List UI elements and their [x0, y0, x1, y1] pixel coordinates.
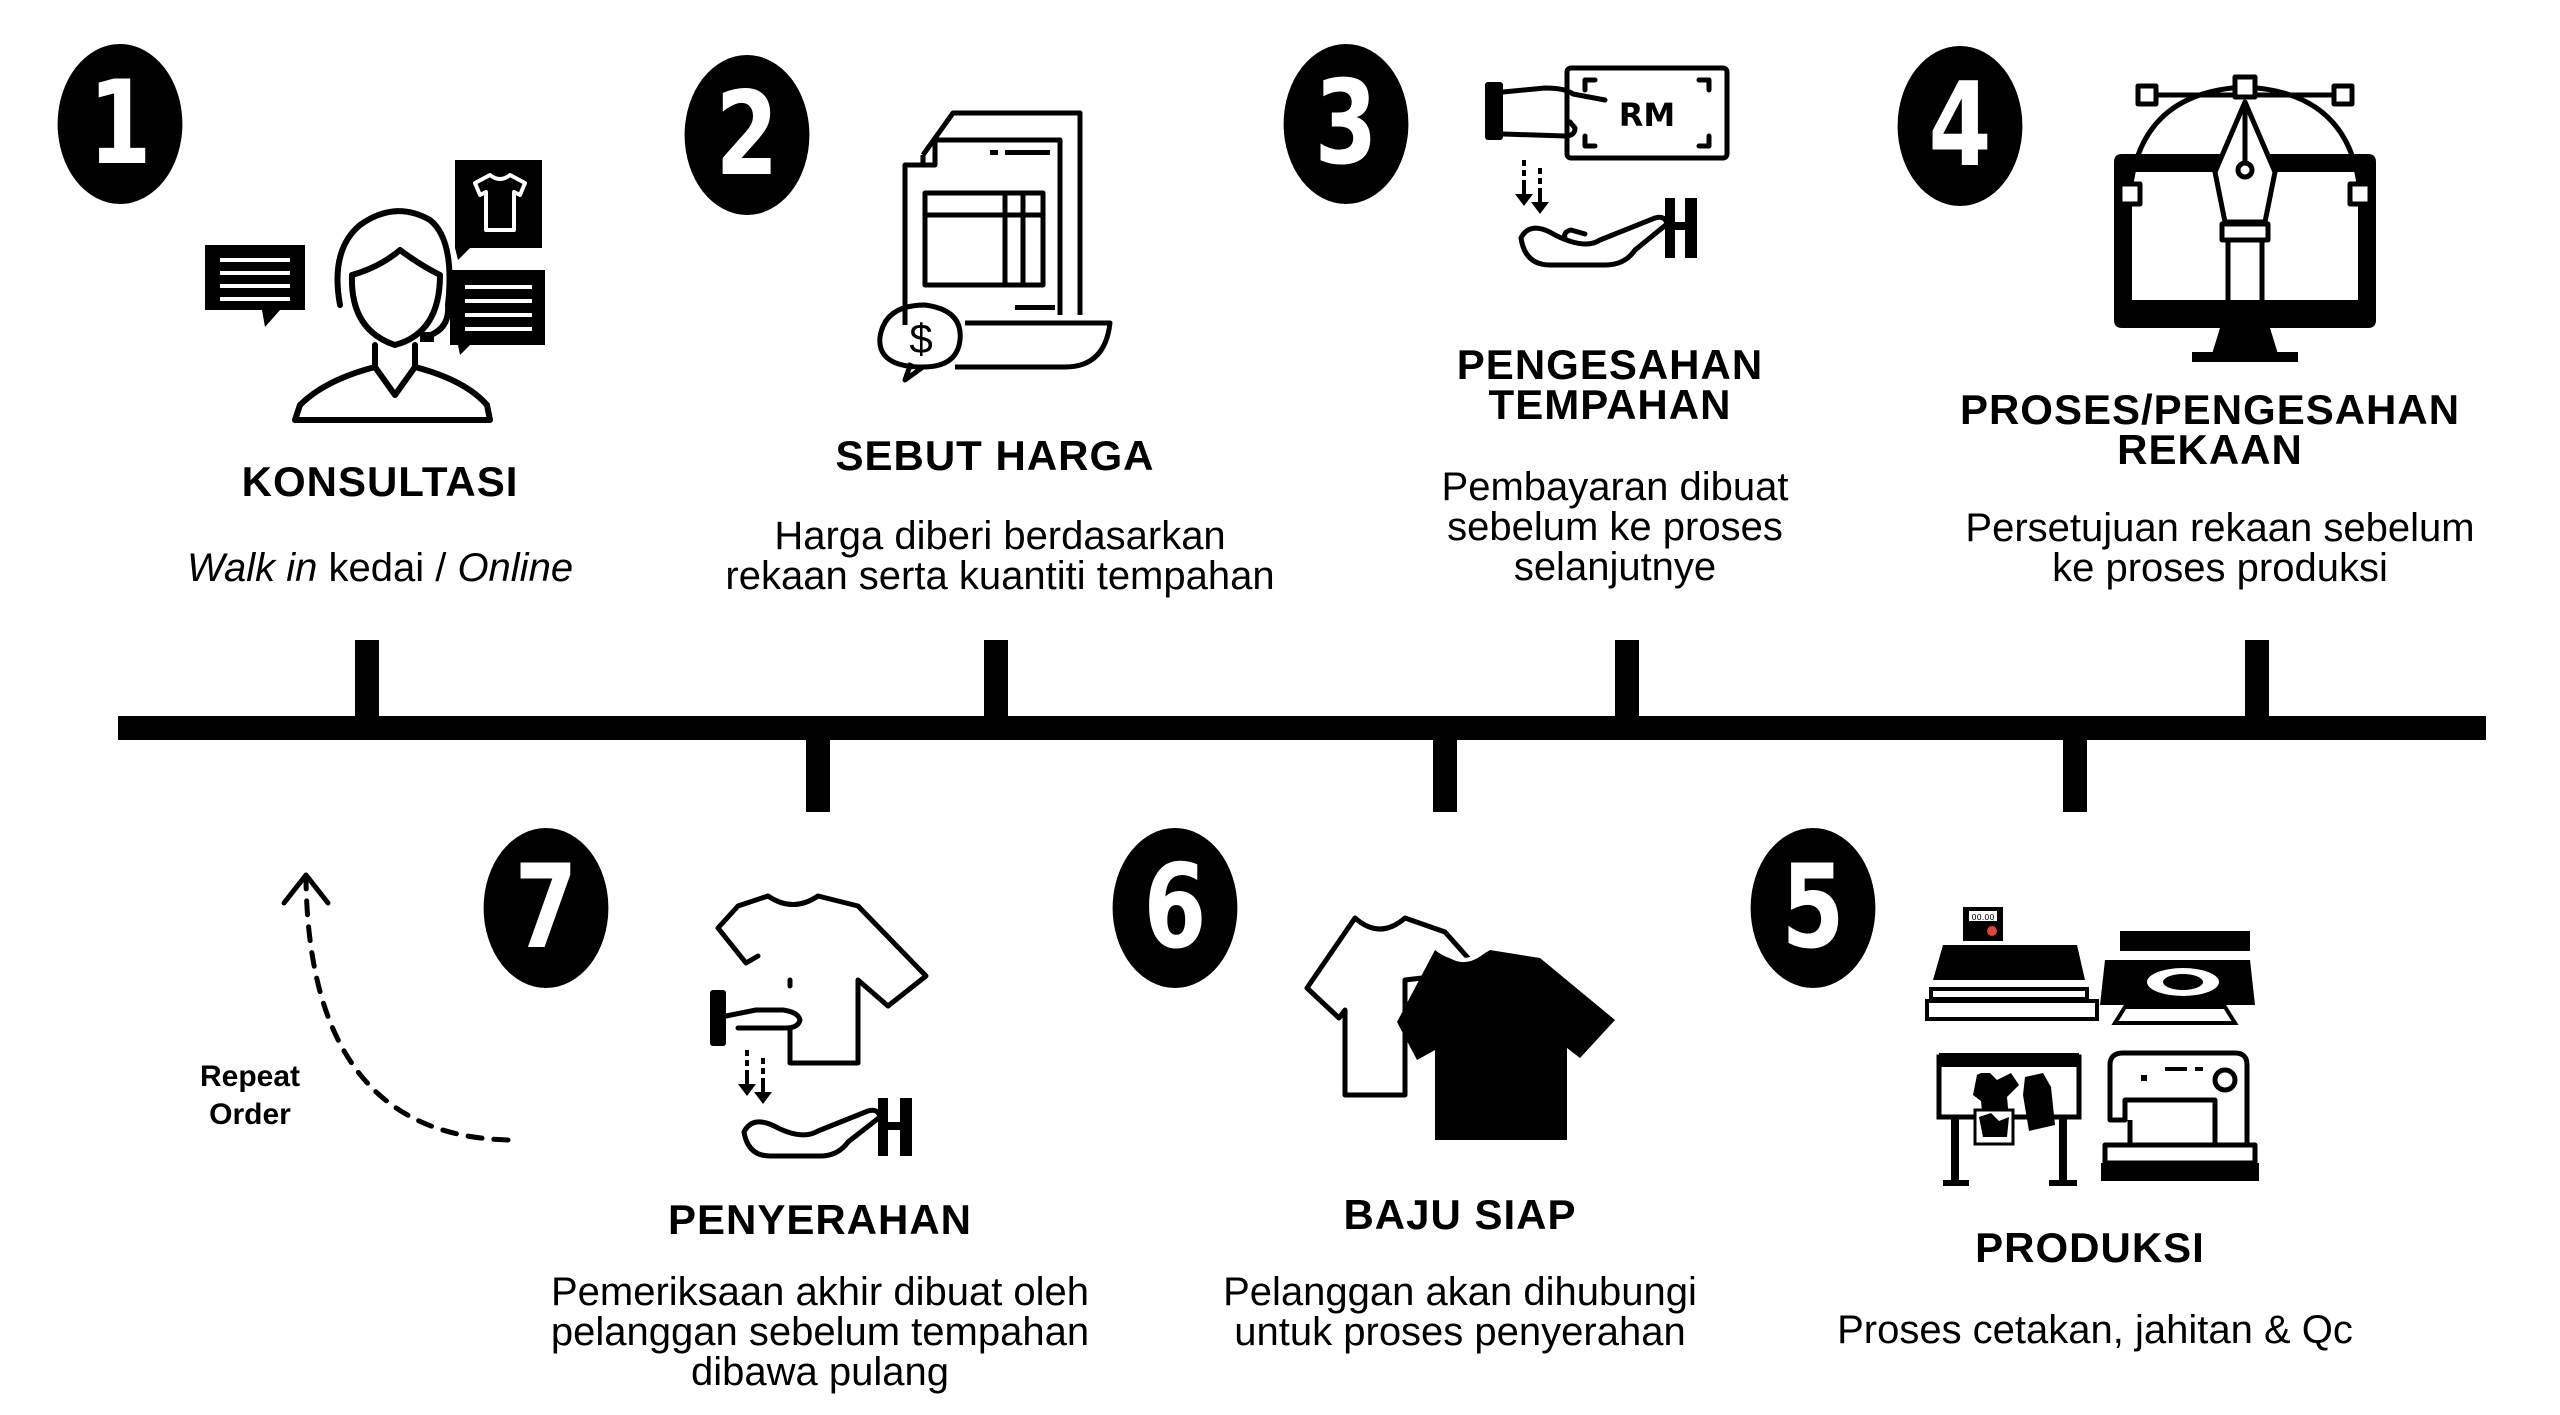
step-6-desc: Pelanggan akan dihubungi untuk proses penyerahan — [1223, 1270, 1697, 1354]
repeat-order-label: Repeat Order — [199, 1060, 301, 1131]
tick-step-2 — [984, 640, 1008, 730]
step-6-badge: 6 — [1113, 828, 1238, 988]
handover-shirt-icon — [708, 888, 928, 1168]
heat-press-button — [1987, 926, 1997, 936]
step-7-title: PENYERAHAN — [667, 1196, 973, 1243]
payment-rm-label: RM — [1618, 96, 1676, 134]
step-1-desc-walk-in: Walk in — [186, 546, 318, 590]
tick-step-6 — [1433, 728, 1457, 812]
step-1-desc-online: Online — [457, 546, 574, 590]
svg-text:$: $ — [909, 315, 933, 362]
quotation-invoice-icon — [865, 105, 1125, 395]
step-4-badge: 4 — [1898, 46, 2023, 206]
step-1-desc-kedai: kedai / — [317, 546, 458, 590]
tick-step-4 — [2245, 640, 2269, 730]
step-5-title: PRODUKSI — [1975, 1224, 2205, 1271]
step-1-badge: 1 — [58, 44, 183, 204]
shirts-icon — [1305, 910, 1620, 1150]
tick-step-3 — [1615, 640, 1639, 730]
consultation-icon — [200, 155, 560, 425]
heat-press-display: 00.00 — [1971, 913, 1995, 922]
step-4-title: PROSES/PENGESAHAN REKAAN — [1959, 386, 2461, 473]
step-1-title: KONSULTASI — [241, 458, 519, 505]
payment-hand-icon — [1485, 60, 1755, 310]
timeline-line — [118, 716, 2486, 740]
step-3-title: PENGESAHAN TEMPAHAN — [1456, 341, 1764, 428]
step-6-title: BAJU SIAP — [1343, 1191, 1577, 1238]
step-2-title: SEBUT HARGA — [835, 432, 1155, 479]
production-machines-icon — [1925, 905, 2255, 1190]
step-3-badge: 3 — [1284, 44, 1409, 204]
step-5-badge: 5 — [1751, 828, 1876, 988]
step-7-badge: 7 — [484, 828, 609, 988]
step-3-desc: Pembayaran dibuat sebelum ke proses selanjutnye — [1441, 465, 1789, 589]
step-5-desc: Proses cetakan, jahitan & Qc — [1837, 1308, 2353, 1352]
tick-step-7 — [806, 728, 830, 812]
step-7-desc: Pemeriksaan akhir dibuat oleh pelanggan sebelum tempahan dibawa pulang — [550, 1270, 1090, 1394]
step-1-desc — [130, 548, 630, 588]
tick-step-1 — [355, 640, 379, 730]
design-monitor-pen-icon — [2110, 62, 2380, 367]
step-4-desc: Persetujuan rekaan sebelum ke proses produksi — [1965, 506, 2475, 590]
step-2-desc: Harga diberi berdasarkan rekaan serta kuantiti tempahan — [725, 514, 1275, 598]
tick-step-5 — [2063, 728, 2087, 812]
step-2-badge: 2 — [685, 55, 810, 215]
